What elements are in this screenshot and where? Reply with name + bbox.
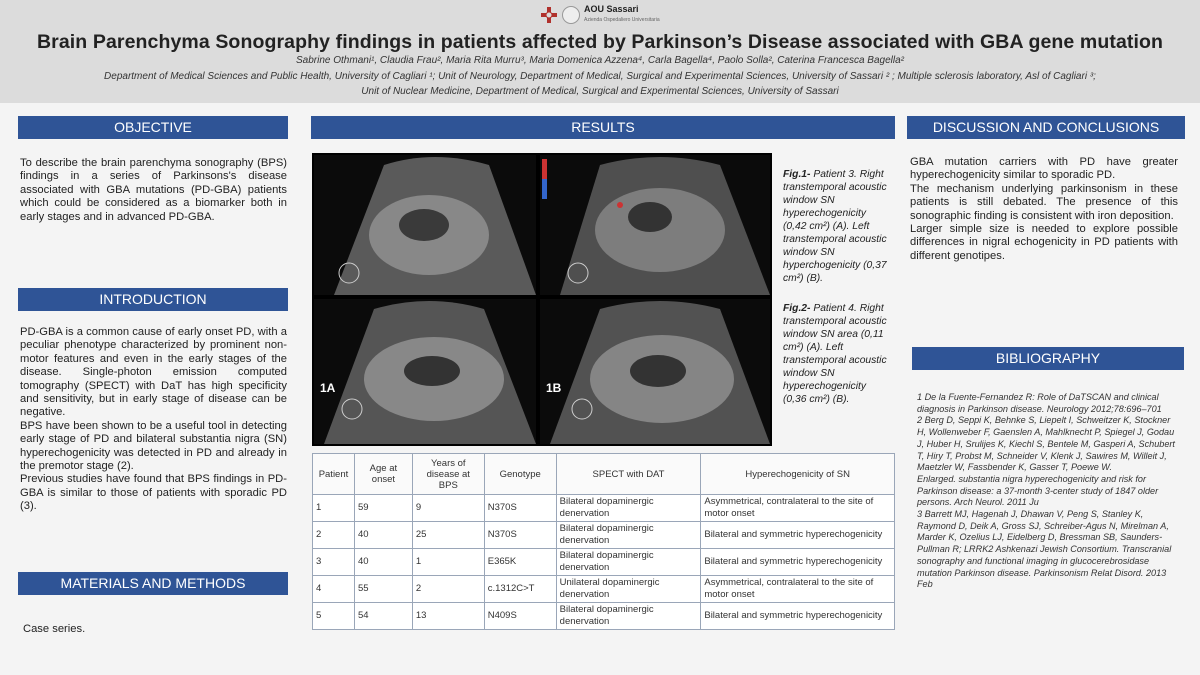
table-cell: 54: [354, 603, 412, 630]
introduction-paragraph-1: PD-GBA is a common cause of early onset PD, with a peculiar phenotype characterized by prominent non-motor features and even in the early stages of the disease. Single-photon emission computed tomography (SPECT) with DaT has high specificity and sensitivity, but in early stage of disease can be negative.: [20, 326, 287, 419]
figure-2-text: Patient 4. Right transtemporal acoustic window SN area (0,11 cm²) (A). Left transtemporal acoustic window SN hyperechogenicity (0,36 cm²) (B).: [783, 303, 887, 405]
discussion-heading: DISCUSSION AND CONCLUSIONS: [907, 116, 1185, 139]
aou-sassari-logo: [540, 5, 660, 25]
table-row: [313, 576, 895, 603]
sonography-image-fig2-b: [540, 299, 770, 444]
sonography-image-fig1-b: [540, 155, 770, 295]
table-cell: Bilateral and symmetric hyperechogenicity: [701, 522, 895, 549]
table-cell: 9: [412, 495, 484, 522]
introduction-text: [20, 326, 287, 514]
sonography-image-grid: [312, 153, 772, 446]
figure-2-label: Fig.2-: [783, 303, 811, 314]
panel-label-1a: 1A: [320, 381, 336, 395]
discussion-text: [910, 156, 1178, 263]
hospital-cross-icon: [540, 6, 558, 24]
affiliations-line-1: Department of Medical Sciences and Public Health, University of Cagliari ¹; Unit of Neurology, Department of Medical, Surgical and Experimental Sciences, University of Sassari ² ; Multiple sclerosis laboratory, Asl of Cagliari ³;: [104, 71, 1096, 82]
reference-3: 3 Barrett MJ, Hagenah J, Dhawan V, Peng S, Stanley K, Raymond D, Deik A, Gross SJ, Schreiber-Agus N, Mirelman A, Marder K, Ozelius LJ, Eidelberg D, Bressman SB, Saunders-Pullman R; LRRK2 Ashkenazi Jewish Consortium. Transcranial sonography and functional imaging in glucocerebrosidase mutation Parkinson disease. Parkinsonism Relat Disord. 2013 Feb: [917, 509, 1172, 590]
table-cell: Bilateral dopaminergic denervation: [556, 603, 701, 630]
table-header-hyperechogenicity: Hyperechogenicity of SN: [701, 454, 895, 495]
objective-heading: OBJECTIVE: [18, 116, 288, 139]
logo-name: AOU Sassari: [584, 4, 639, 14]
sonography-image-fig1-a: [314, 155, 536, 295]
university-seal-icon: [562, 6, 580, 24]
table-cell: Bilateral dopaminergic denervation: [556, 522, 701, 549]
table-cell: 13: [412, 603, 484, 630]
results-heading: RESULTS: [311, 116, 895, 139]
reference-2-title: Enlarged. substantia nigra hyperechogenicity and risk for Parkinson disease: a 37-month 3-center study of 1847 older persons. Arch Neurol. 2011 Ju: [917, 473, 1159, 508]
table-cell: Unilateral dopaminergic denervation: [556, 576, 701, 603]
poster-header: [0, 0, 1200, 103]
author-list: Sabrine Othmani¹, Claudia Frau², Maria Rita Murru³, Maria Domenica Azzena⁴, Carla Bagella⁴, Paolo Solla², Caterina Francesca Bagella²: [296, 55, 904, 66]
introduction-paragraph-2: BPS have been shown to be a useful tool in detecting early stage of PD and bilateral substantia nigra (SN) hyperechogenicity was detected in PD and already in the premotor stage (2).: [20, 419, 287, 473]
table-cell: Asymmetrical, contralateral to the site of motor onset: [701, 576, 895, 603]
affiliations: [20, 69, 1180, 99]
logo-subtitle: Azienda Ospedaliero Universitaria: [584, 17, 660, 23]
table-cell: 2: [412, 576, 484, 603]
discussion-paragraph-3: Larger simple size is needed to explore possible differences in nigral echogenicity in PD patients with different genotipes.: [910, 223, 1178, 262]
panel-label-1b: 1B: [546, 381, 562, 395]
table-header-age: Age at onset: [354, 454, 412, 495]
figure-1-label: Fig.1-: [783, 169, 811, 180]
sonography-image-fig2-a: [314, 299, 536, 444]
table-header-years: Years of disease at BPS: [412, 454, 484, 495]
table-cell: 5: [313, 603, 355, 630]
table-cell: 40: [354, 549, 412, 576]
table-cell: c.1312C>T: [484, 576, 556, 603]
table-cell: 40: [354, 522, 412, 549]
reference-2: 2 Berg D, Seppi K, Behnke S, Liepelt I, Schweitzer K, Stockner H, Wollenweber F, Gaenslen A, Mahlknecht P, Spiegel J, Godau J, Huber H, Srulijes K, Kiechl S, Bentele M, Gasperi A, Schubert T, Hiry T, Probst M, Schneider V, Klenk J, Sawires M, Willeit J, Maetzler W, Fassbender K, Gasser T, Poewe W.: [917, 415, 1175, 473]
bibliography-heading: BIBLIOGRAPHY: [912, 347, 1184, 370]
table-row: [313, 495, 895, 522]
table-cell: 3: [313, 549, 355, 576]
table-cell: 25: [412, 522, 484, 549]
table-cell: 4: [313, 576, 355, 603]
discussion-paragraph-1: GBA mutation carriers with PD have greater hyperechogenicity similar to sporadic PD.: [910, 156, 1178, 182]
introduction-paragraph-3: Previous studies have found that BPS findings in PD-GBA is similar to those of patients with sporadic PD (3).: [20, 473, 287, 513]
table-cell: 1: [313, 495, 355, 522]
figure-1-caption: [783, 168, 888, 285]
table-cell: N370S: [484, 522, 556, 549]
methods-text: Case series.: [23, 623, 86, 635]
table-header-row: [313, 454, 895, 495]
table-cell: 55: [354, 576, 412, 603]
discussion-paragraph-2: The mechanism underlying parkinsonism in these patients is still debated. The presence of this sonographic finding is consistent with iron deposition.: [910, 182, 1178, 222]
objective-paragraph: To describe the brain parenchyma sonography (BPS) findings in a series of Parkinsons's disease associated with GBA mutations (PD-GBA) patients which could be considered as a biomarker both in early stages and in advanced PD-GBA.: [20, 157, 287, 223]
table-row: [313, 603, 895, 630]
table-cell: N370S: [484, 495, 556, 522]
table-header-patient: Patient: [313, 454, 355, 495]
table-cell: Bilateral and symmetric hyperechogenicity: [701, 603, 895, 630]
table-row: [313, 522, 895, 549]
methods-heading: MATERIALS AND METHODS: [18, 572, 288, 595]
table-cell: 59: [354, 495, 412, 522]
table-cell: Bilateral and symmetric hyperechogenicity: [701, 549, 895, 576]
table-cell: 1: [412, 549, 484, 576]
figure-2-caption: [783, 302, 888, 406]
objective-text: [20, 157, 287, 224]
patient-table: [312, 453, 895, 630]
reference-1: 1 De la Fuente-Fernandez R: Role of DaTSCAN and clinical diagnosis in Parkinson disease. Neurology 2012;78:696–701: [917, 392, 1162, 414]
introduction-heading: INTRODUCTION: [18, 288, 288, 311]
table-cell: 2: [313, 522, 355, 549]
table-cell: Bilateral dopaminergic denervation: [556, 495, 701, 522]
table-cell: Bilateral dopaminergic denervation: [556, 549, 701, 576]
bibliography-list: [917, 392, 1177, 591]
table-cell: N409S: [484, 603, 556, 630]
affiliations-line-2: Unit of Nuclear Medicine, Department of Medical, Surgical and Experimental Sciences, University of Sassari: [361, 86, 839, 97]
table-header-spect: SPECT with DAT: [556, 454, 701, 495]
figure-1-text: Patient 3. Right transtemporal acoustic window SN hyperechogenicity (0,42 cm²) (A). Left transtemporal acoustic window SN hyperchogenicity (0,37 cm²) (B).: [783, 169, 887, 284]
table-header-genotype: Genotype: [484, 454, 556, 495]
poster-title: Brain Parenchyma Sonography findings in patients affected by Parkinson’s Disease associated with GBA gene mutation: [36, 31, 1164, 53]
table-cell: E365K: [484, 549, 556, 576]
table-cell: Asymmetrical, contralateral to the site of motor onset: [701, 495, 895, 522]
table-row: [313, 549, 895, 576]
